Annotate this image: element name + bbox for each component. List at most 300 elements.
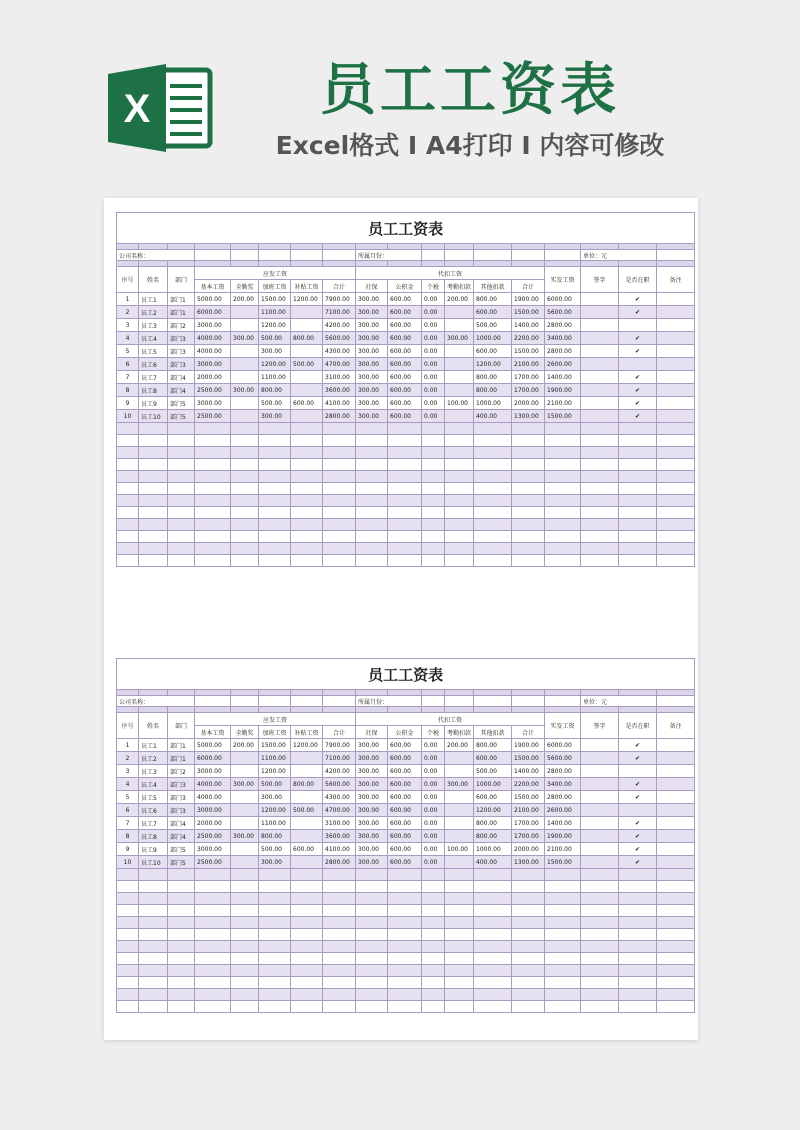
table-cell[interactable]: 部门3 [168,358,195,371]
empty-cell[interactable] [474,893,512,905]
table-cell[interactable]: 0.00 [422,765,445,778]
empty-cell[interactable] [356,531,388,543]
table-cell[interactable]: 部门4 [168,371,195,384]
empty-cell[interactable] [545,1001,581,1013]
table-cell[interactable] [231,410,259,423]
table-cell[interactable]: 1 [117,293,139,306]
table-cell[interactable]: 800.00 [474,817,512,830]
empty-cell[interactable] [356,977,388,989]
empty-cell[interactable] [619,471,657,483]
table-cell[interactable]: 7 [117,371,139,384]
empty-cell[interactable] [139,507,168,519]
table-cell[interactable]: 1100.00 [259,306,291,319]
empty-cell[interactable] [545,929,581,941]
table-cell[interactable]: 2000.00 [195,371,231,384]
empty-cell[interactable] [512,471,545,483]
empty-cell[interactable] [117,989,139,1001]
table-cell[interactable]: 员工4 [139,332,168,345]
table-cell[interactable]: 2600.00 [545,358,581,371]
empty-cell[interactable] [291,519,323,531]
table-cell[interactable]: 4700.00 [323,804,356,817]
table-cell[interactable]: 0.00 [422,804,445,817]
empty-cell[interactable] [619,929,657,941]
table-cell[interactable]: 300.00 [356,319,388,332]
empty-cell[interactable] [422,977,445,989]
empty-cell[interactable] [291,483,323,495]
empty-cell[interactable] [291,543,323,555]
empty-cell[interactable] [139,905,168,917]
table-cell[interactable]: 1700.00 [512,384,545,397]
empty-cell[interactable] [117,507,139,519]
empty-cell[interactable] [581,435,619,447]
table-cell[interactable]: 300.00 [356,332,388,345]
table-cell[interactable]: 0.00 [422,410,445,423]
empty-cell[interactable] [445,881,474,893]
table-cell[interactable] [445,345,474,358]
empty-cell[interactable] [139,941,168,953]
empty-cell[interactable] [168,495,195,507]
empty-cell[interactable] [512,555,545,567]
empty-cell[interactable] [422,459,445,471]
empty-cell[interactable] [195,989,231,1001]
empty-cell[interactable] [356,555,388,567]
empty-cell[interactable] [512,869,545,881]
table-cell[interactable]: 部门4 [168,384,195,397]
empty-cell[interactable] [581,555,619,567]
table-cell[interactable]: 300.00 [356,371,388,384]
table-cell[interactable]: 10 [117,856,139,869]
table-cell[interactable] [619,319,657,332]
empty-cell[interactable] [168,1001,195,1013]
table-cell[interactable]: 0.00 [422,293,445,306]
table-cell[interactable]: ✔ [619,410,657,423]
empty-cell[interactable] [259,977,291,989]
empty-cell[interactable] [259,905,291,917]
empty-cell[interactable] [356,953,388,965]
empty-cell[interactable] [619,965,657,977]
empty-cell[interactable] [117,869,139,881]
table-cell[interactable]: 600.00 [388,397,422,410]
empty-cell[interactable] [512,495,545,507]
table-cell[interactable]: 0.00 [422,358,445,371]
table-cell[interactable] [657,332,695,345]
empty-cell[interactable] [168,543,195,555]
empty-cell[interactable] [657,531,695,543]
table-cell[interactable] [231,856,259,869]
empty-cell[interactable] [259,917,291,929]
table-cell[interactable]: ✔ [619,830,657,843]
empty-cell[interactable] [445,483,474,495]
empty-cell[interactable] [581,495,619,507]
table-cell[interactable]: 3400.00 [545,332,581,345]
empty-cell[interactable] [657,941,695,953]
empty-cell[interactable] [619,1001,657,1013]
empty-cell[interactable] [545,483,581,495]
empty-cell[interactable] [231,495,259,507]
empty-cell[interactable] [422,423,445,435]
empty-cell[interactable] [259,483,291,495]
empty-cell[interactable] [195,1001,231,1013]
table-cell[interactable]: 员工1 [139,293,168,306]
empty-cell[interactable] [619,495,657,507]
table-cell[interactable]: 0.00 [422,319,445,332]
table-cell[interactable]: 员工5 [139,345,168,358]
empty-cell[interactable] [388,459,422,471]
table-cell[interactable]: 600.00 [388,306,422,319]
empty-cell[interactable] [545,905,581,917]
table-cell[interactable]: 2100.00 [512,358,545,371]
empty-cell[interactable] [657,989,695,1001]
empty-cell[interactable] [356,435,388,447]
table-cell[interactable]: 1500.00 [545,856,581,869]
table-cell[interactable]: 600.00 [474,345,512,358]
empty-cell[interactable] [168,905,195,917]
empty-cell[interactable] [259,893,291,905]
empty-cell[interactable] [545,507,581,519]
table-cell[interactable]: 300.00 [356,358,388,371]
empty-cell[interactable] [291,495,323,507]
empty-cell[interactable] [323,917,356,929]
empty-cell[interactable] [291,977,323,989]
table-cell[interactable]: 员工9 [139,843,168,856]
empty-cell[interactable] [512,905,545,917]
table-cell[interactable]: 3000.00 [195,765,231,778]
table-cell[interactable]: 300.00 [259,345,291,358]
empty-cell[interactable] [657,495,695,507]
empty-cell[interactable] [323,447,356,459]
table-cell[interactable] [657,804,695,817]
empty-cell[interactable] [323,965,356,977]
empty-cell[interactable] [581,869,619,881]
table-cell[interactable]: 300.00 [445,332,474,345]
table-cell[interactable] [657,306,695,319]
empty-cell[interactable] [195,495,231,507]
empty-cell[interactable] [231,929,259,941]
table-cell[interactable]: 600.00 [388,384,422,397]
empty-cell[interactable] [445,507,474,519]
table-cell[interactable]: 500.00 [259,332,291,345]
empty-cell[interactable] [259,929,291,941]
table-cell[interactable]: 员工2 [139,306,168,319]
table-cell[interactable]: 500.00 [291,358,323,371]
empty-cell[interactable] [117,953,139,965]
table-cell[interactable]: 部门1 [168,752,195,765]
empty-cell[interactable] [422,435,445,447]
table-cell[interactable]: 7900.00 [323,739,356,752]
empty-cell[interactable] [356,893,388,905]
table-cell[interactable]: 部门5 [168,843,195,856]
empty-cell[interactable] [657,435,695,447]
empty-cell[interactable] [117,893,139,905]
table-cell[interactable]: 1100.00 [259,371,291,384]
table-cell[interactable]: 员工7 [139,817,168,830]
table-cell[interactable]: 4 [117,332,139,345]
table-cell[interactable]: 6000.00 [195,306,231,319]
table-cell[interactable]: 1900.00 [545,384,581,397]
empty-cell[interactable] [445,917,474,929]
table-cell[interactable]: 300.00 [231,778,259,791]
table-cell[interactable]: 0.00 [422,332,445,345]
table-cell[interactable]: 100.00 [445,843,474,856]
empty-cell[interactable] [512,531,545,543]
table-cell[interactable]: 300.00 [231,332,259,345]
empty-cell[interactable] [195,507,231,519]
empty-cell[interactable] [231,1001,259,1013]
empty-cell[interactable] [388,869,422,881]
empty-cell[interactable] [117,977,139,989]
table-cell[interactable]: 0.00 [422,830,445,843]
empty-cell[interactable] [445,543,474,555]
table-cell[interactable]: 1500.00 [259,739,291,752]
empty-cell[interactable] [512,881,545,893]
empty-cell[interactable] [356,447,388,459]
table-cell[interactable]: 2000.00 [512,843,545,856]
empty-cell[interactable] [474,953,512,965]
empty-cell[interactable] [168,893,195,905]
empty-cell[interactable] [139,989,168,1001]
empty-cell[interactable] [581,423,619,435]
table-cell[interactable]: 800.00 [474,293,512,306]
empty-cell[interactable] [117,965,139,977]
table-cell[interactable]: 员工3 [139,319,168,332]
empty-cell[interactable] [422,905,445,917]
empty-cell[interactable] [581,543,619,555]
empty-cell[interactable] [231,905,259,917]
table-cell[interactable]: 2800.00 [323,410,356,423]
empty-cell[interactable] [231,941,259,953]
table-cell[interactable]: 员工3 [139,765,168,778]
table-cell[interactable]: 5000.00 [195,293,231,306]
empty-cell[interactable] [168,881,195,893]
table-cell[interactable] [657,410,695,423]
empty-cell[interactable] [356,881,388,893]
empty-cell[interactable] [231,519,259,531]
table-cell[interactable] [581,804,619,817]
empty-cell[interactable] [657,917,695,929]
empty-cell[interactable] [388,905,422,917]
empty-cell[interactable] [619,953,657,965]
table-cell[interactable]: 1300.00 [512,856,545,869]
empty-cell[interactable] [117,905,139,917]
table-cell[interactable]: 员工8 [139,830,168,843]
empty-cell[interactable] [231,531,259,543]
table-cell[interactable]: 员工7 [139,371,168,384]
table-cell[interactable]: 1700.00 [512,371,545,384]
empty-cell[interactable] [168,977,195,989]
table-cell[interactable]: 1100.00 [259,817,291,830]
empty-cell[interactable] [231,989,259,1001]
empty-cell[interactable] [445,905,474,917]
table-cell[interactable] [581,384,619,397]
table-cell[interactable]: 2100.00 [545,843,581,856]
table-cell[interactable]: 5000.00 [195,739,231,752]
table-cell[interactable] [291,856,323,869]
empty-cell[interactable] [356,929,388,941]
table-cell[interactable]: 500.00 [259,397,291,410]
empty-cell[interactable] [323,989,356,1001]
empty-cell[interactable] [445,519,474,531]
empty-cell[interactable] [545,459,581,471]
empty-cell[interactable] [291,459,323,471]
table-cell[interactable]: 9 [117,397,139,410]
table-cell[interactable]: 1700.00 [512,830,545,843]
table-cell[interactable] [445,791,474,804]
table-cell[interactable]: 部门1 [168,293,195,306]
empty-cell[interactable] [619,989,657,1001]
empty-cell[interactable] [291,531,323,543]
empty-cell[interactable] [657,423,695,435]
table-cell[interactable]: 部门3 [168,778,195,791]
table-cell[interactable]: 300.00 [356,778,388,791]
table-cell[interactable]: 1000.00 [474,778,512,791]
empty-cell[interactable] [323,977,356,989]
empty-cell[interactable] [291,989,323,1001]
empty-cell[interactable] [356,483,388,495]
empty-cell[interactable] [619,507,657,519]
table-cell[interactable]: 员工1 [139,739,168,752]
table-cell[interactable] [445,856,474,869]
empty-cell[interactable] [195,893,231,905]
empty-cell[interactable] [231,977,259,989]
empty-cell[interactable] [231,471,259,483]
empty-cell[interactable] [168,483,195,495]
empty-cell[interactable] [323,869,356,881]
empty-cell[interactable] [474,989,512,1001]
table-cell[interactable]: ✔ [619,778,657,791]
empty-cell[interactable] [323,471,356,483]
company-value[interactable] [195,250,231,261]
table-cell[interactable]: 部门3 [168,791,195,804]
empty-cell[interactable] [619,893,657,905]
table-cell[interactable] [581,358,619,371]
empty-cell[interactable] [388,941,422,953]
empty-cell[interactable] [512,893,545,905]
empty-cell[interactable] [445,1001,474,1013]
empty-cell[interactable] [117,555,139,567]
empty-cell[interactable] [474,917,512,929]
empty-cell[interactable] [195,953,231,965]
empty-cell[interactable] [323,555,356,567]
empty-cell[interactable] [474,519,512,531]
table-cell[interactable]: 600.00 [388,791,422,804]
empty-cell[interactable] [323,483,356,495]
empty-cell[interactable] [474,869,512,881]
empty-cell[interactable] [512,1001,545,1013]
empty-cell[interactable] [657,507,695,519]
empty-cell[interactable] [139,555,168,567]
table-cell[interactable]: 4300.00 [323,345,356,358]
table-cell[interactable] [581,345,619,358]
table-cell[interactable]: 600.00 [388,345,422,358]
table-cell[interactable] [581,371,619,384]
table-cell[interactable]: 部门2 [168,765,195,778]
table-cell[interactable]: 600.00 [388,752,422,765]
empty-cell[interactable] [291,869,323,881]
empty-cell[interactable] [445,977,474,989]
table-cell[interactable]: 2 [117,306,139,319]
table-cell[interactable]: 0.00 [422,778,445,791]
empty-cell[interactable] [581,519,619,531]
table-cell[interactable]: 600.00 [291,843,323,856]
empty-cell[interactable] [512,977,545,989]
empty-cell[interactable] [474,941,512,953]
empty-cell[interactable] [388,447,422,459]
empty-cell[interactable] [619,447,657,459]
table-cell[interactable]: 8 [117,384,139,397]
empty-cell[interactable] [422,929,445,941]
empty-cell[interactable] [323,531,356,543]
table-cell[interactable]: 600.00 [388,358,422,371]
empty-cell[interactable] [117,459,139,471]
empty-cell[interactable] [139,495,168,507]
table-cell[interactable]: 600.00 [388,817,422,830]
empty-cell[interactable] [422,917,445,929]
empty-cell[interactable] [445,965,474,977]
table-cell[interactable]: 5600.00 [545,752,581,765]
empty-cell[interactable] [195,869,231,881]
empty-cell[interactable] [356,471,388,483]
empty-cell[interactable] [323,507,356,519]
empty-cell[interactable] [512,965,545,977]
table-cell[interactable]: ✔ [619,843,657,856]
table-cell[interactable]: 600.00 [388,856,422,869]
table-cell[interactable]: 3600.00 [323,830,356,843]
empty-cell[interactable] [657,459,695,471]
empty-cell[interactable] [422,543,445,555]
empty-cell[interactable] [545,965,581,977]
empty-cell[interactable] [545,423,581,435]
empty-cell[interactable] [117,423,139,435]
empty-cell[interactable] [581,881,619,893]
empty-cell[interactable] [117,447,139,459]
empty-cell[interactable] [356,459,388,471]
empty-cell[interactable] [323,941,356,953]
empty-cell[interactable] [388,555,422,567]
empty-cell[interactable] [545,893,581,905]
table-cell[interactable] [657,817,695,830]
table-cell[interactable]: 3000.00 [195,397,231,410]
table-cell[interactable] [581,830,619,843]
empty-cell[interactable] [545,869,581,881]
empty-cell[interactable] [291,929,323,941]
empty-cell[interactable] [422,471,445,483]
table-cell[interactable]: 员工6 [139,804,168,817]
table-cell[interactable]: 2500.00 [195,410,231,423]
empty-cell[interactable] [259,447,291,459]
empty-cell[interactable] [356,989,388,1001]
empty-cell[interactable] [388,977,422,989]
table-cell[interactable]: 1200.00 [259,358,291,371]
empty-cell[interactable] [545,495,581,507]
empty-cell[interactable] [581,965,619,977]
table-cell[interactable] [445,371,474,384]
table-cell[interactable] [657,856,695,869]
empty-cell[interactable] [195,531,231,543]
table-cell[interactable] [581,765,619,778]
month-value[interactable] [422,696,445,707]
table-cell[interactable]: 400.00 [474,410,512,423]
empty-cell[interactable] [581,905,619,917]
table-cell[interactable]: 1400.00 [512,319,545,332]
empty-cell[interactable] [291,555,323,567]
table-cell[interactable]: 200.00 [445,293,474,306]
table-cell[interactable]: 600.00 [388,843,422,856]
empty-cell[interactable] [422,447,445,459]
table-cell[interactable]: ✔ [619,293,657,306]
empty-cell[interactable] [259,989,291,1001]
table-cell[interactable]: 300.00 [356,293,388,306]
empty-cell[interactable] [445,531,474,543]
